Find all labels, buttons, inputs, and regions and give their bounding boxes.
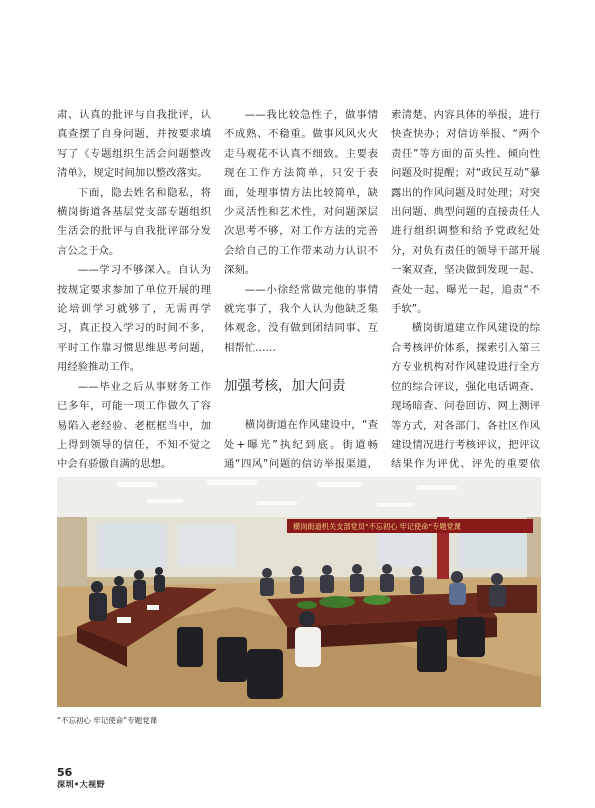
text-column-1 <box>57 106 211 475</box>
paragraph: 肃、认真的批评与自我批评，认真查摆了自身问题，并按要求填写了《专题组织生活会问题整改清单》，规定时间加以整改落实。 <box>57 109 211 180</box>
paragraph-text: 横岗街道建立作风建设的综合考核评价体系，探索引入第三方专业机构对作风建设进行全方位的综合评议，强化电话调查、现场暗查、问卷回访、网上测评等方式，对各部门、各社区作风建设情况进行考核评议，把评议结果作为评优、评先的重要依 <box>391 322 540 471</box>
paragraph: 下面，隐去姓名和隐私，将横岗街道各基层党支部专题组织生活会的批评与自我批评部分发言公之于众。 <box>57 186 211 257</box>
banner-text: 横岗街道机关支部党员“不忘初心 牢记使命”专题党课 <box>293 522 461 531</box>
paragraph: ——学习不够深入。自认为按规定要求参加了单位开展的理论培训学习就够了，无需再学习，真正投入学习的时间不多，平时工作靠习惯思维思考问题，用经验推动工作。 <box>57 264 211 374</box>
paragraph: ——毕业之后从事财务工作已多年，可能一项工作做久了容易陷入老经验、老框框当中，加上得到领导的信任，不知不觉之中会有骄傲自满的思想。 <box>57 380 211 471</box>
paragraph: 横岗街道在作风建设中，“查处+曝光”执纪到底。街道畅通“四风”问题的信访举报渠道， <box>224 419 378 471</box>
text-column-2 <box>224 106 378 494</box>
page-number: 56 <box>57 766 73 779</box>
meeting-photo <box>57 477 541 707</box>
magazine-masthead: 深圳•大视野 <box>57 780 106 789</box>
paragraph: ——小徐经常做完他的事情就完事了，我个人认为他缺乏集体观念，没有做到团结同事、互相帮忙…… <box>224 283 378 354</box>
text-column-3 <box>391 106 540 494</box>
section-heading: 加强考核，加大问责 <box>224 378 346 395</box>
paragraph: ——我比较急性子，做事情不成熟、不稳重。做事风风火火走马观花不认真不细致。主要表现在工作方法简单，只安于表面，处理事情方法比较简单，缺少灵活性和艺术性，对问题深层次思考不够，对工作方法的完善会给自己的工作带来动力认识不深刻。 <box>224 109 378 277</box>
paragraph <box>391 319 540 494</box>
paragraph: 索清楚、内容具体的举报，进行快查快办；对信访举报、“两个责任”等方面的苗头性、倾向性问题及时提醒；对“政民互动”暴露出的作风问题及时处理；对突出问题、典型问题的直接责任人进行组织调整和给予党政纪处分，对负有责任的领导干部开展一案双查，坚决做到发现一起、查处一起、曝光一起，追责“不手软”。 <box>391 109 540 316</box>
photo-caption: “不忘初心 牢记使命”专题党课 <box>57 716 158 725</box>
